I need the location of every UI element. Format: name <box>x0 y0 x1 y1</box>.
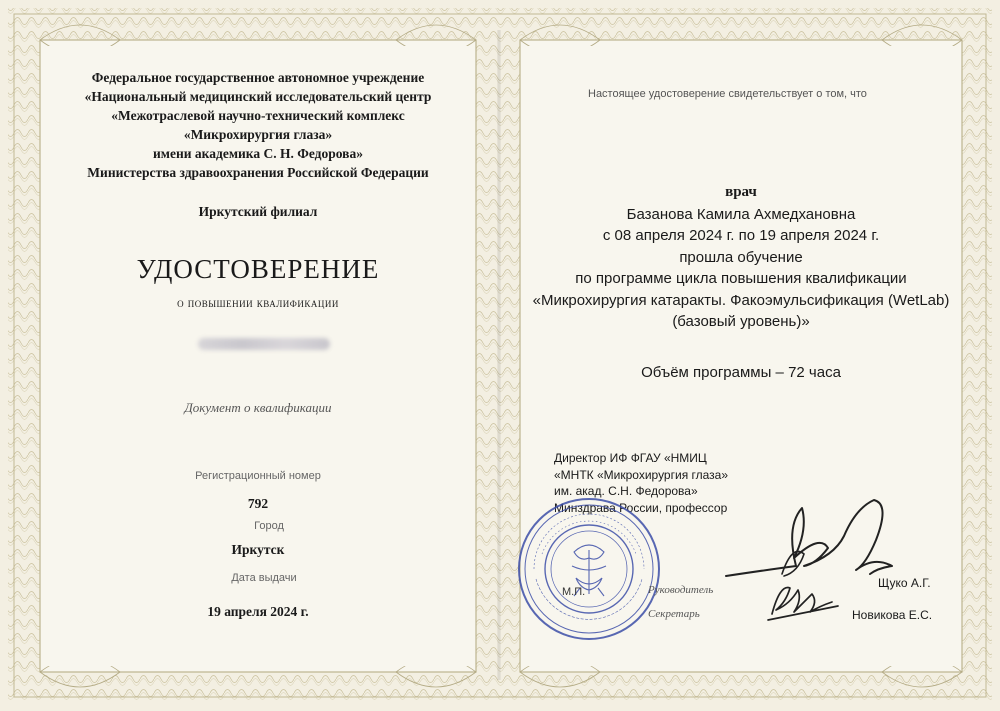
head-role-label: Руководитель <box>648 584 714 596</box>
institution-line: «Национальный медицинский исследовательский центр <box>84 89 432 104</box>
seal-placement-label: М.П. <box>562 586 586 598</box>
recipient-details <box>526 182 956 333</box>
institution-name <box>46 68 470 182</box>
issue-date-label: Дата выдачи <box>231 572 297 584</box>
program-name: «Микрохирургия катаракты. Факоэмульсификация (WetLab) <box>532 291 950 309</box>
secretary-signature <box>766 574 842 626</box>
head-name: Щуко А.Г. <box>878 576 931 590</box>
official-seal-stamp <box>514 494 664 644</box>
registration-number-label: Регистрационный номер <box>195 470 321 482</box>
branch-name: Иркутский филиал <box>198 204 318 219</box>
city-value: Иркутск <box>231 542 285 557</box>
recipient-name: Базанова Камила Ахмедхановна <box>626 205 856 223</box>
right-page <box>526 46 956 666</box>
institution-line: Федеральное государственное автономное учреждение <box>91 70 425 85</box>
program-level: (базовый уровень)» <box>672 313 810 330</box>
institution-line: «Межотраслевой научно-технический комплекс <box>111 108 405 123</box>
profession: врач <box>725 184 757 200</box>
certificate-title: УДОСТОВЕРЕНИЕ <box>136 254 380 284</box>
document-type-label: Документ о квалификации <box>184 400 332 415</box>
registration-number: 792 <box>247 496 269 511</box>
secretary-name: Новикова Е.С. <box>852 608 933 622</box>
certificate-subtitle: о повышении квалификации <box>177 296 339 310</box>
program-volume: Объём программы – 72 часа <box>641 364 841 381</box>
director-line: «МНТК «Микрохирургия глаза» <box>554 467 729 482</box>
director-line: Минздрава России, профессор <box>554 500 728 515</box>
completion-text: прошла обучение <box>679 248 803 266</box>
institution-line: Министерства здравоохранения Российской Федерации <box>87 165 429 180</box>
left-page <box>46 46 470 666</box>
director-line: Директор ИФ ФГАУ «НМИЦ <box>554 451 707 465</box>
city-label: Город <box>254 520 284 532</box>
center-fold <box>497 30 501 680</box>
director-line: им. акад. С.Н. Федорова» <box>554 484 698 498</box>
certifies-statement: Настоящее удостоверение свидетельствует о том, что <box>588 88 867 100</box>
program-intro: по программе цикла повышения квалификации <box>575 270 907 287</box>
institution-line: имени академика С. Н. Федорова» <box>153 146 363 161</box>
institution-line: «Микрохирургия глаза» <box>183 127 333 142</box>
issue-date: 19 апреля 2024 г. <box>207 604 309 619</box>
training-period: с 08 апреля 2024 г. по 19 апреля 2024 г. <box>602 227 880 244</box>
redacted-serial-number <box>198 338 330 350</box>
secretary-role-label: Секретарь <box>648 608 700 620</box>
